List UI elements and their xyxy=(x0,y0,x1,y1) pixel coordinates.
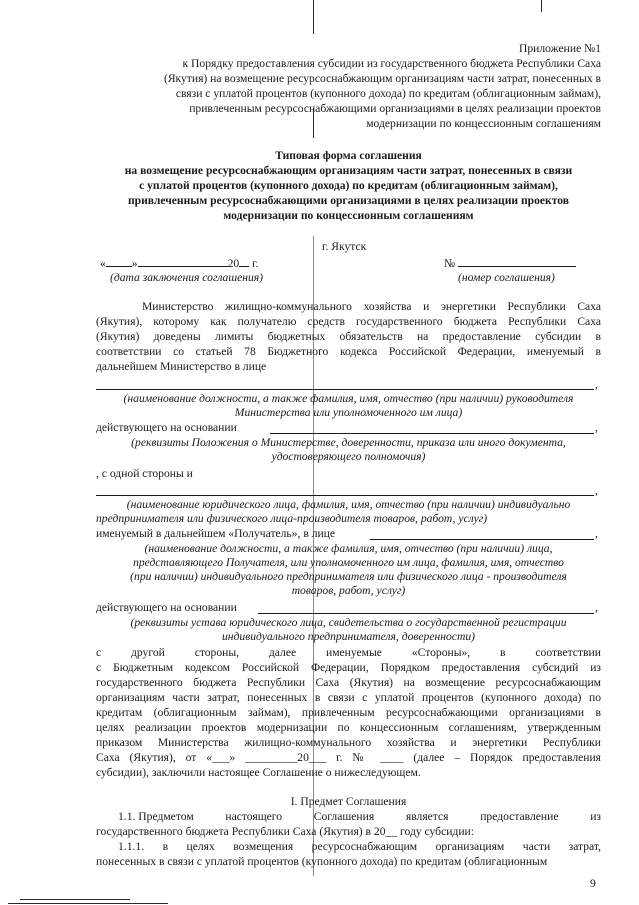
basis-caption: (реквизиты устава юридического лица, свидетельства о государственной регистрации xyxy=(130,616,567,629)
year-suffix: г. xyxy=(252,257,259,270)
parties-line: государственного бюджета Республики Саха (Якутия) на возмещение ресурсоснабжающим xyxy=(96,676,601,689)
form-subtitle-line: привлеченным ресурсоснабжающими организациями в целях реализации проектов xyxy=(127,194,570,207)
scan-mark xyxy=(541,0,542,12)
appendix-line: привлеченным ресурсоснабжающими организациями в целях реализации проектов xyxy=(189,102,601,115)
acting-basis-label: действующего на основании xyxy=(96,421,237,434)
word: соответствии xyxy=(535,646,601,659)
basis-caption: индивидуального предпринимателя, доверенности) xyxy=(222,630,475,643)
date-caption: (дата заключения соглашения) xyxy=(110,271,264,284)
recipient-caption: (наименование юридического лица, фамилия, имя, отчество (при наличии) индивидуально xyxy=(126,498,571,511)
word: с xyxy=(96,646,102,659)
form-title: Типовая форма соглашения xyxy=(275,149,422,162)
scan-mark xyxy=(20,899,130,900)
section-para-first xyxy=(118,810,601,824)
recipient-named-text: именуемый в дальнейшем «Получатель», в лице xyxy=(96,527,336,540)
parties-line: приказом Министерства жилищно-коммунального хозяйства и энергетики Республики xyxy=(96,736,601,749)
number-blank xyxy=(458,266,576,267)
word: стороны, xyxy=(194,646,240,659)
appendix-line: к Порядку предоставления субсидии из государственного бюджета Республики Саха xyxy=(182,57,601,70)
page-number: 9 xyxy=(590,877,596,890)
word: из xyxy=(590,810,601,823)
parties-line: с Бюджетным кодексом Российской Федерации, Порядком предоставления субсидий из xyxy=(96,661,601,674)
official-blank xyxy=(96,389,594,390)
appendix-line: модернизации по концессионным соглашениям xyxy=(366,117,601,130)
word: настоящего xyxy=(225,810,283,823)
scan-mark xyxy=(8,903,168,904)
number-label: № xyxy=(444,257,456,270)
parties-line: целях реализации проектов модернизации по концессионным соглашениям, утвержденным xyxy=(96,721,601,734)
basis-comma: , xyxy=(595,421,598,434)
form-subtitle-line: на возмещение ресурсоснабжающим организациям части затрат, понесенных в связи xyxy=(124,164,573,177)
month-blank xyxy=(138,266,228,267)
day-blank xyxy=(106,266,132,267)
representative-caption: (при наличии) индивидуального предпринимателя или физического лица - производителя xyxy=(130,570,567,583)
official-comma: , xyxy=(595,378,598,391)
parties-line: Саха (Якутия), от «___» _________20___ г. № ____ (далее – Порядок предоставления xyxy=(96,751,601,764)
word: 1.1. Предметом xyxy=(118,810,194,823)
word: другой xyxy=(131,646,165,659)
intro-line: дальнейшем Министерство в лице xyxy=(96,360,267,373)
word: является xyxy=(405,810,449,823)
basis-comma: , xyxy=(595,601,598,614)
intro-line: соответствии со статьей 78 Бюджетного кодекса Российской Федерации, именуемый в xyxy=(96,345,601,358)
form-subtitle-line: с уплатой процентов (купонного дохода) по кредитам (облигационным займам), xyxy=(139,179,558,192)
scan-fold-line xyxy=(313,0,314,34)
one-side-text: , с одной стороны и xyxy=(96,467,193,480)
word: именуемые xyxy=(325,646,382,659)
date-field xyxy=(100,257,258,271)
number-caption: (номер соглашения) xyxy=(458,271,555,284)
appendix-title: Приложение №1 xyxy=(519,42,601,55)
section-para-line: государственного бюджета Республики Саха (Якутия) в 20__ году субсидии: xyxy=(96,825,474,838)
official-caption: Министерства или уполномоченного им лица) xyxy=(234,406,463,419)
year-prefix: 20 xyxy=(227,257,240,270)
appendix-line: (Якутия) на возмещение ресурсоснабжающим организациям части затрат, понесенных в xyxy=(163,72,601,85)
recipient-blank xyxy=(96,495,594,496)
basis-blank xyxy=(258,613,594,614)
intro-line: (Якутия) доведены лимиты бюджетных обязательств на предоставление субсидии в xyxy=(96,330,601,343)
acting-basis-label: действующего на основании xyxy=(96,601,237,614)
word: Соглашения xyxy=(313,810,375,823)
word: «Стороны», xyxy=(411,646,471,659)
word: в xyxy=(500,646,506,659)
intro-line: (Якутия), которому как получателю средств государственного бюджета Республики Саха xyxy=(96,315,601,328)
representative-comma: , xyxy=(595,527,598,540)
representative-caption: представляющего Получателя, или уполномоченного им лица, фамилия, имя, отчество xyxy=(133,556,564,569)
form-subtitle-line: модернизации по концессионным соглашениям xyxy=(223,209,474,222)
date-close-quote: » xyxy=(131,257,138,270)
official-caption: (наименование должности, а также фамилия, имя, отчество (при наличии) руководителя xyxy=(123,392,574,405)
section-para-line: понесенных в связи с уплатой процентов (купонного дохода) по кредитам (облигационным xyxy=(96,855,548,868)
parties-line: субсидии), заключили настоящее Соглашение о нижеследующем. xyxy=(96,766,421,779)
basis-caption: (реквизиты Положения о Министерстве, доверенности, приказа или иного документа, xyxy=(131,436,566,449)
representative-caption: товаров, работ, услуг) xyxy=(291,584,406,597)
basis-blank xyxy=(270,433,594,434)
recipient-caption: предпринимателя или физического лица-производителя товаров, работ, услуг) xyxy=(96,512,488,525)
word: предоставление xyxy=(480,810,559,823)
section-para-line: 1.1.1. в целях возмещения ресурсоснабжающим организациям части затрат, xyxy=(118,840,601,853)
representative-caption: (наименование должности, а также фамилия, имя, отчество (при наличии) лица, xyxy=(144,542,553,555)
parties-line-first xyxy=(96,646,601,660)
intro-line: Министерство жилищно-коммунального хозяйства и энергетики Республики Саха xyxy=(142,300,601,313)
representative-blank xyxy=(370,539,594,540)
parties-line: кредитам (облигационным займам), привлеченным ресурсоснабжающими организациями в xyxy=(96,706,601,719)
recipient-comma: , xyxy=(595,484,598,497)
number-field xyxy=(444,257,576,271)
appendix-line: связи с уплатой процентов (купонного дохода) по кредитам (облигационным займам), xyxy=(175,87,601,100)
place: г. Якутск xyxy=(322,240,367,253)
year-blank xyxy=(239,266,249,267)
word: далее xyxy=(268,646,297,659)
basis-caption: удостоверяющего полномочия) xyxy=(271,450,426,463)
date-open-quote: « xyxy=(100,257,106,270)
parties-line: организациям части затрат, понесенных в связи с уплатой процентов (купонного дохода) по xyxy=(96,691,601,704)
section-title: I. Предмет Соглашения xyxy=(290,795,407,808)
